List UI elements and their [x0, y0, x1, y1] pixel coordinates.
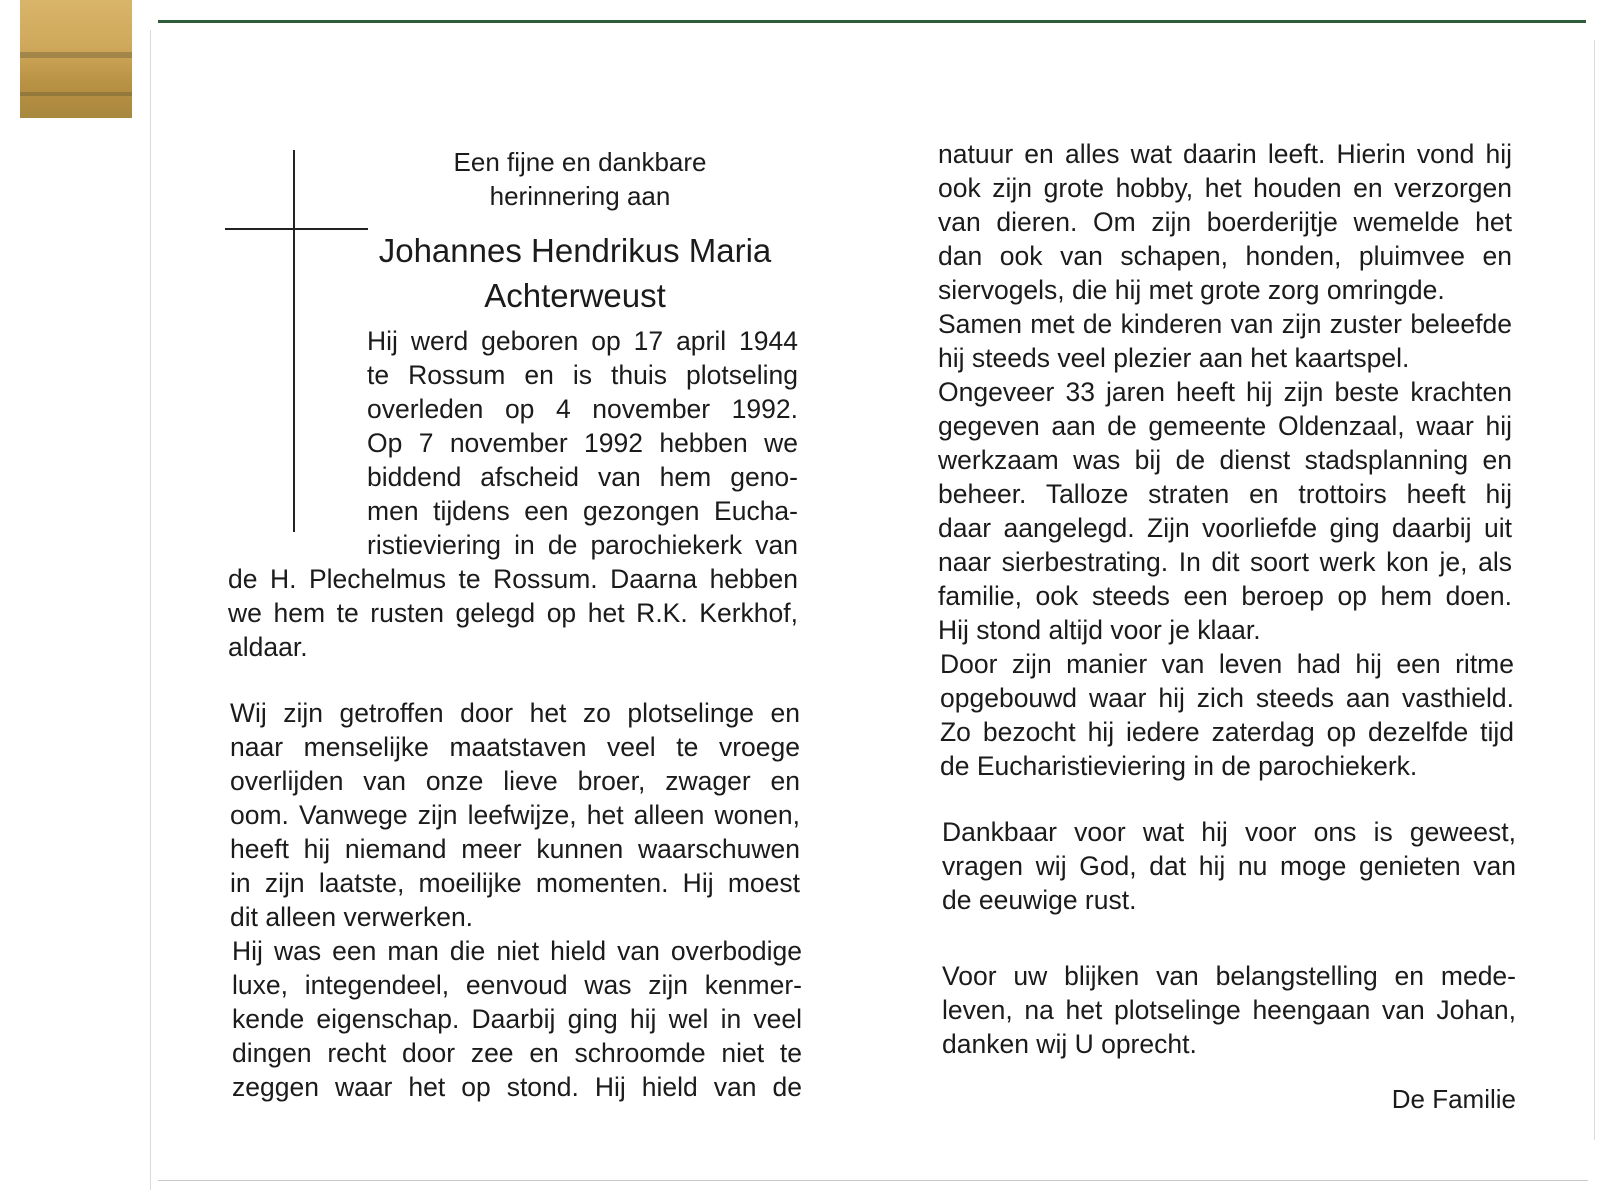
- text-line: siervogels, die hij met grote zorg omringde.: [938, 275, 1445, 305]
- text-line: Door zijn manier van leven had hij een ritme: [940, 649, 1514, 679]
- cross-vertical-bar: [293, 150, 295, 532]
- text-line: natuur en alles wat daarin leeft. Hierin vond hij: [938, 139, 1512, 169]
- text-line: Samen met de kinderen van zijn zuster beleefde: [938, 309, 1512, 339]
- cross-horizontal-bar: [225, 228, 368, 230]
- text-line: de eeuwige rust.: [942, 885, 1137, 915]
- text-line: te Rossum en is thuis plotseling: [367, 360, 798, 390]
- text-line: van dieren. Om zijn boerderijtje wemelde het: [938, 207, 1512, 237]
- text-line: dit alleen verwerken.: [230, 902, 474, 932]
- text-line: hij steeds veel plezier aan het kaartspel.: [938, 343, 1410, 373]
- intro-line: Een fijne en dankbare: [453, 147, 707, 177]
- text-line: naar sierbestrating. In dit soort werk kon je, als: [938, 547, 1512, 577]
- text-line: dan ook van schapen, honden, pluimvee en: [938, 241, 1512, 271]
- text-line: daar aangelegd. Zijn voorliefde ging daarbij uit: [938, 513, 1512, 543]
- top-green-rule: [158, 20, 1586, 23]
- text-line: Op 7 november 1992 hebben we: [367, 428, 798, 458]
- text-line: overlijden van onze lieve broer, zwager en: [230, 766, 800, 796]
- text-line: ristieviering in de parochiekerk van: [367, 530, 798, 560]
- deceased-name: [350, 228, 800, 318]
- card-edge-bottom: [158, 1180, 1588, 1181]
- text-line: vragen wij God, dat hij nu moge genieten van: [942, 851, 1516, 881]
- text-line: familie, ook steeds een beroep op hem doen.: [938, 581, 1512, 611]
- text-line: zeggen waar het op stond. Hij hield van de: [232, 1072, 802, 1102]
- intro-text: [380, 145, 780, 213]
- text-line: Voor uw blijken van belangstelling en mede-: [942, 961, 1516, 991]
- text-line: Ongeveer 33 jaren heeft hij zijn beste krachten: [938, 377, 1512, 407]
- text-line: in zijn laatste, moeilijke momenten. Hij moest: [230, 868, 800, 898]
- name-line: Johannes Hendrikus Maria: [378, 232, 772, 269]
- text-line: de H. Plechelmus te Rossum. Daarna hebben: [228, 564, 798, 594]
- text-line: luxe, integendeel, eenvoud was zijn kenmer-: [232, 970, 802, 1000]
- text-line: Hij werd geboren op 17 april 1944: [367, 326, 798, 356]
- card-edge-left: [150, 30, 151, 1190]
- text-line: Hij was een man die niet hield van overbodige: [232, 936, 802, 966]
- intro-line: herinnering aan: [489, 181, 671, 211]
- name-line: Achterweust: [484, 277, 666, 314]
- text-line: opgebouwd waar hij zich steeds aan vasthield.: [940, 683, 1514, 713]
- card-edge-right: [1594, 40, 1595, 1140]
- text-line: beheer. Talloze straten en trottoirs heeft hij: [938, 479, 1512, 509]
- text-line: biddend afscheid van hem geno-: [367, 462, 798, 492]
- text-line: Hij stond altijd voor je klaar.: [938, 615, 1261, 645]
- scan-thumbnail-image: [20, 0, 132, 118]
- text-line: danken wij U oprecht.: [942, 1029, 1197, 1059]
- text-line: we hem te rusten gelegd op het R.K. Kerkhof,: [228, 598, 798, 628]
- text-line: Zo bezocht hij iedere zaterdag op dezelfde tijd: [940, 717, 1514, 747]
- text-line: Dankbaar voor wat hij voor ons is geweest,: [942, 817, 1516, 847]
- text-line: heeft hij niemand meer kunnen waarschuwen: [230, 834, 800, 864]
- text-line: Wij zijn getroffen door het zo plotselinge en: [230, 698, 800, 728]
- text-line: de Eucharistieviering in de parochiekerk.: [940, 751, 1418, 781]
- text-line: werkzaam was bij de dienst stadsplanning en: [938, 445, 1512, 475]
- signature: De Familie: [1391, 1084, 1516, 1114]
- text-line: overleden op 4 november 1992.: [367, 394, 798, 424]
- text-line: naar menselijke maatstaven veel te vroege: [230, 732, 800, 762]
- text-line: leven, na het plotselinge heengaan van Johan,: [942, 995, 1516, 1025]
- text-line: ook zijn grote hobby, het houden en verzorgen: [938, 173, 1512, 203]
- text-line: gegeven aan de gemeente Oldenzaal, waar hij: [938, 411, 1512, 441]
- text-line: dingen recht door zee en schroomde niet te: [232, 1038, 802, 1068]
- text-line: men tijdens een gezongen Eucha-: [367, 496, 798, 526]
- text-line: oom. Vanwege zijn leefwijze, het alleen wonen,: [230, 800, 800, 830]
- text-line: aldaar.: [228, 632, 308, 662]
- text-line: kende eigenschap. Daarbij ging hij wel in veel: [232, 1004, 802, 1034]
